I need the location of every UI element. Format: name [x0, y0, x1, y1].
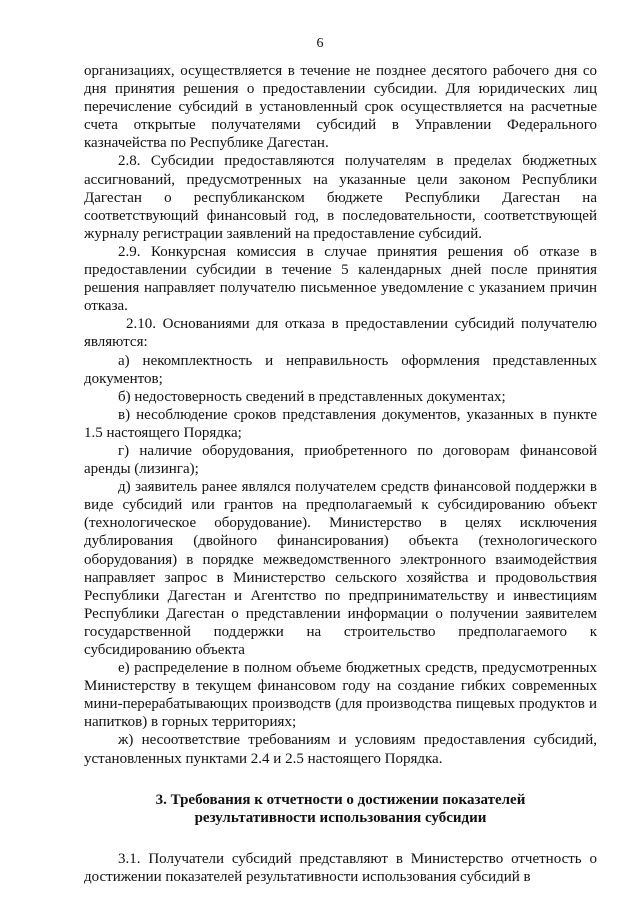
- paragraph: 2.9. Конкурсная комиссия в случае принятия решения об отказе в предоставлении субсидии в течение 5 календарных дней после принятия решения направляет получателю письменное уведомление с указанием причин отказа.: [84, 243, 597, 315]
- paragraph: 2.10. Основаниями для отказа в предоставлении субсидий получателю являются:: [84, 316, 597, 351]
- section-heading-line-2: результативности использования субсидии: [194, 809, 487, 826]
- paragraph: г) наличие оборудования, приобретенного по договорам финансовой аренды (лизинга);: [84, 442, 597, 478]
- document-body: [84, 62, 597, 886]
- paragraph: а) некомплектность и неправильность оформления представленных документов;: [84, 352, 597, 387]
- paragraph: 3.1. Получатели субсидий представляют в Министерство отчетность о достижении показателей результативности использования субсидий в: [84, 850, 597, 885]
- paragraph: ж) несоответствие требованиям и условиям предоставления субсидий, установленных пунктами 2.4 и 2.5 настоящего Порядка.: [84, 732, 597, 767]
- heading-spacer: [84, 827, 597, 850]
- paragraph: в) несоблюдение сроков представления документов, указанных в пункте 1.5 настоящего Порядка;: [84, 406, 597, 441]
- section-heading-line-1: 3. Требования к отчетности о достижении показателей: [155, 791, 526, 808]
- paragraph: б) недостоверность сведений в представленных документах;: [118, 388, 506, 405]
- paragraph: д) заявитель ранее являлся получателем средств финансовой поддержки в виде субсидий или грантов на предполагаемый к субсидированию объект (технологическое оборудование). Министерство в целях исключения дублирования (двойного финансирования) объекта (технологического оборудования) в порядке межведомственного электронного взаимодействия направляет запрос в Министерство сельского хозяйства и продовольствия Республики Дагестан и Агентство по предпринимательству и инвестициям Республики Дагестан о представлении информации о получении заявителем государственной поддержки на строительство предполагаемого к субсидированию объекта: [84, 479, 597, 658]
- paragraph: организациях, осуществляется в течение не позднее десятого рабочего дня со дня принятия решения о предоставлении субсидии. Для юридических лиц перечисление субсидий в установленный срок осуществляется на расчетные счета открытые получателями субсидий в Управлении Федерального казначейства по Республике Дагестан.: [84, 63, 597, 152]
- paragraph: е) распределение в полном объеме бюджетных средств, предусмотренных Министерству в текущем финансовом году на создание гибких современных мини-перерабатывающих производств (для производства пищевых продуктов и напитков) в горных территориях;: [84, 660, 597, 731]
- page-number: 6: [316, 36, 324, 51]
- paragraph: 2.8. Субсидии предоставляются получателям в пределах бюджетных ассигнований, предусмотренных на указанные цели законом Республики Дагестан о республиканском бюджете Республики Дагестан на соответствующий финансовый год, в последовательности, соответствующей журналу регистрации заявлений на предоставление субсидий.: [84, 153, 597, 242]
- section-heading: [84, 791, 597, 827]
- paragraphs-before-heading: [84, 62, 597, 768]
- paragraphs-after-heading: [84, 850, 597, 886]
